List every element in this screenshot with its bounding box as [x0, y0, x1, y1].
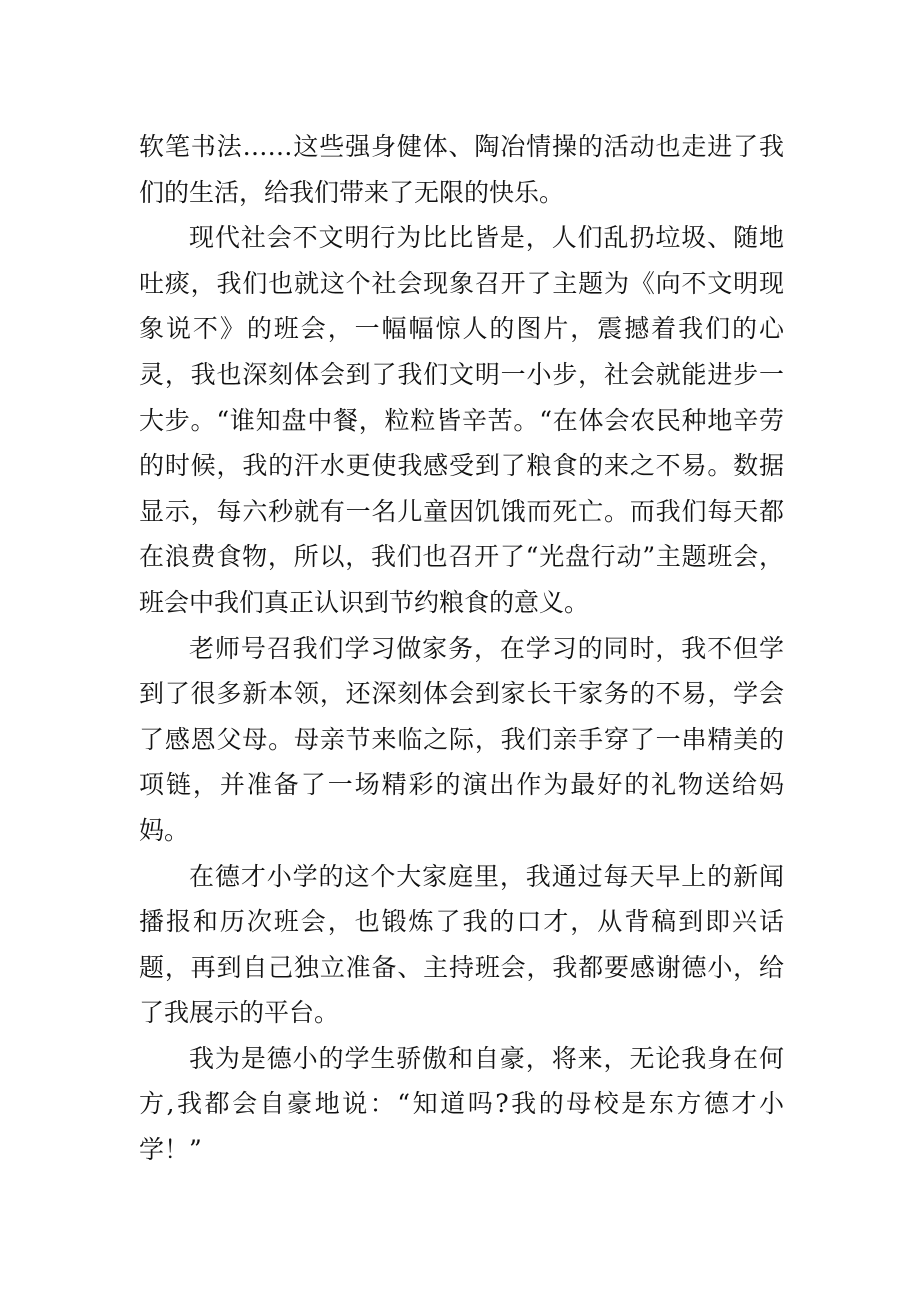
paragraph-4: 在德才小学的这个大家庭里，我通过每天早上的新闻播报和历次班会，也锻炼了我的口才，从背稿到即兴话题，再到自己独立准备、主持班会，我都要感谢德小，给了我展示的平台。: [139, 861, 784, 1028]
paragraph-3: 老师号召我们学习做家务，在学习的同时，我不但学到了很多新本领，还深刻体会到家长干家务的不易，学会了感恩父母。母亲节来临之际，我们亲手穿了一串精美的项链，并准备了一场精彩的演出作为最好的礼物送给妈妈。: [139, 633, 784, 845]
paragraph-2: 现代社会不文明行为比比皆是，人们乱扔垃圾、随地吐痰，我们也就这个社会现象召开了主题为《向不文明现象说不》的班会，一幅幅惊人的图片，震撼着我们的心灵，我也深刻体会到了我们文明一小步，社会就能进步一大步。“谁知盘中餐，粒粒皆辛苦。“在体会农民种地辛劳的时候，我的汗水更使我感受到了粮食的来之不易。数据显示，每六秒就有一名儿童因饥饿而死亡。而我们每天都在浪费食物，所以，我们也召开了“光盘行动”主题班会，班会中我们真正认识到节约粮食的意义。: [139, 223, 784, 617]
paragraph-5: 我为是德小的学生骄傲和自豪，将来，无论我身在何方,我都会自豪地说：“知道吗?我的母校是东方德才小学！”: [139, 1043, 784, 1165]
paragraph-1: 软笔书法……这些强身健体、陶冶情操的活动也走进了我们的生活，给我们带来了无限的快乐。: [139, 132, 784, 207]
document-body: [139, 124, 784, 1173]
